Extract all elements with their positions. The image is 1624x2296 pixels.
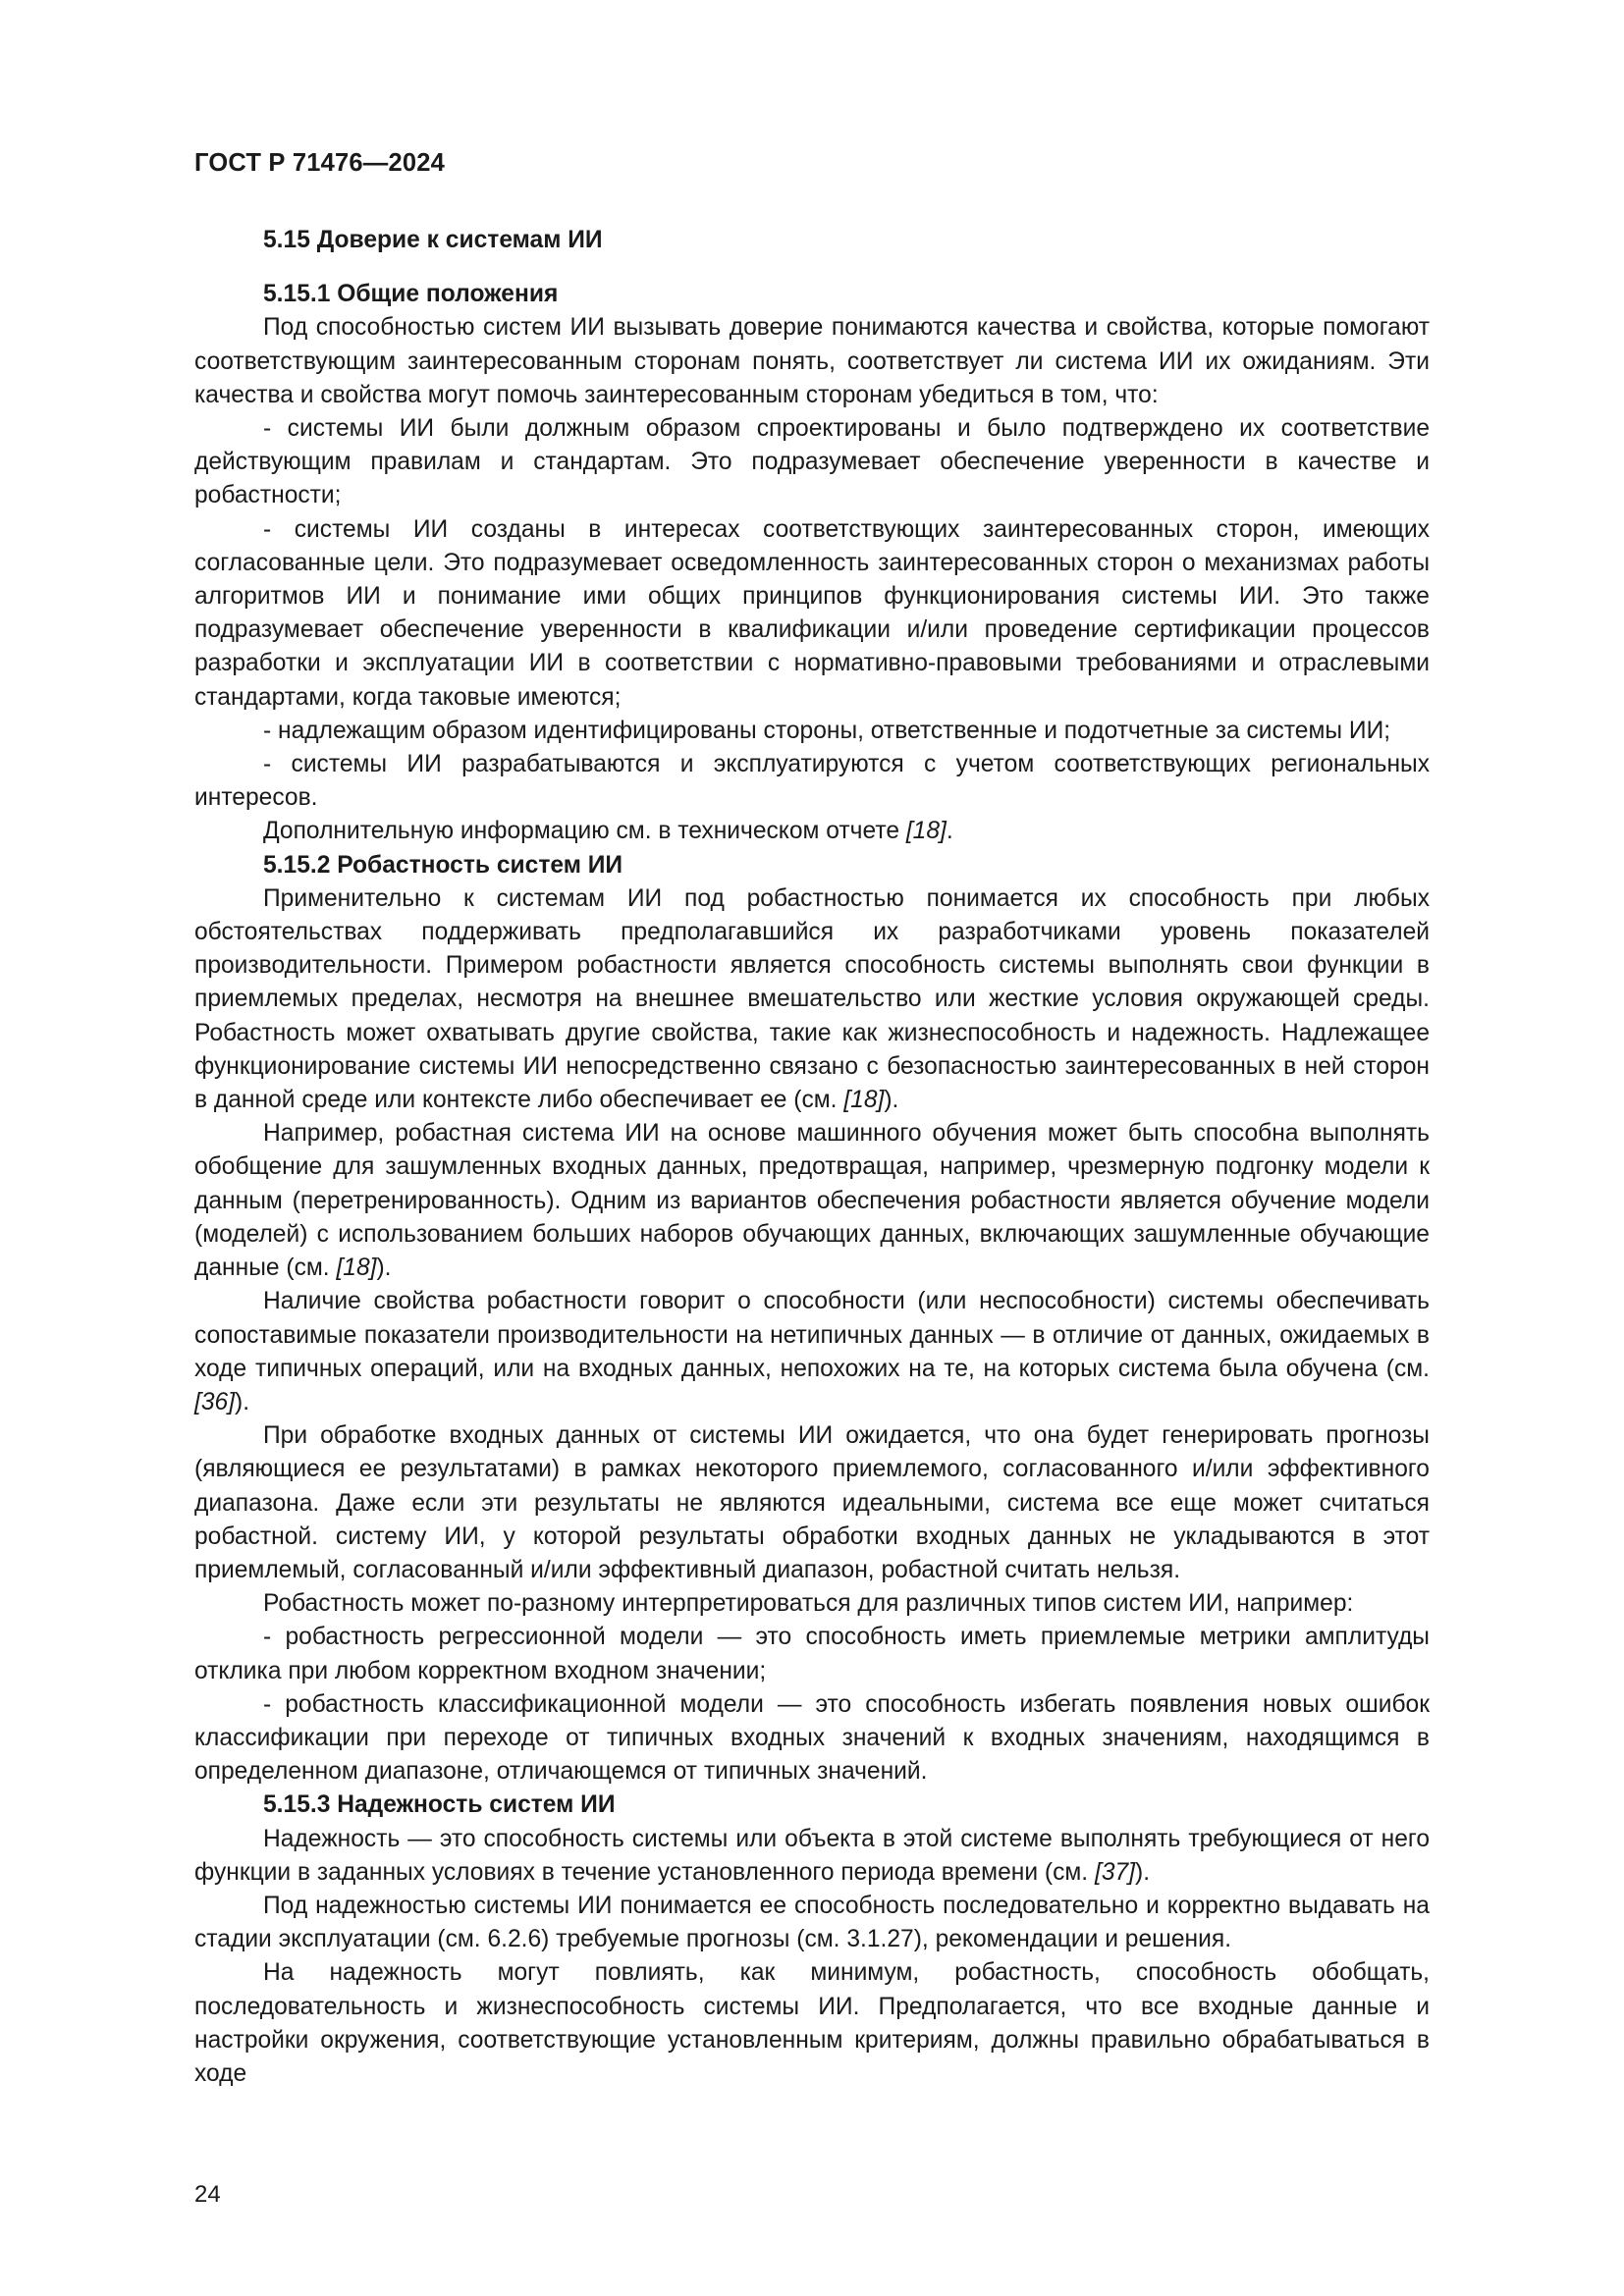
paragraph-text: Робастность может по-разному интерпретироваться для различных типов систем ИИ, например: [263,1590,1354,1618]
paragraph-punctuation: . [946,818,953,845]
citation-reference: [18] [336,1255,377,1282]
subsection-heading [194,849,1430,882]
paragraph-text: Дополнительную информацию см. в техническом отчете [263,818,906,845]
paragraph-text: - системы ИИ созданы в интересах соответствующих заинтересованных сторон, имеющих согласованные цели. Это подразумевает осведомленность заинтересованных сторон о механизмах работы алгоритмов ИИ и понимание ими общих принципов функционирования системы ИИ. Это также подразумевает обеспечение уверенности в квалификации и/или проведение сертификации процессов разработки и эксплуатации ИИ в соответствии с нормативно-правовыми требованиями и отраслевыми стандартами, когда таковые имеются; [194,515,1430,711]
citation-reference: [36] [194,1388,236,1415]
paragraph-punctuation: ). [235,1388,250,1415]
paragraph-text: При обработке входных данных от системы ИИ ожидается, что она будет генерировать прогнозы (являющиеся ее результатами) в рамках некоторого приемлемого, согласованного и/или эффективного диапазона. Даже если эти результаты не являются идеальными, система все еще может считаться робастной. систему ИИ, у которой результаты обработки входных данных не укладываются в этот приемлемый, согласованный и/или эффективный диапазон, робастной считать нельзя. [194,1422,1430,1583]
paragraph-punctuation: ). [376,1255,392,1282]
paragraph [194,1285,1430,1419]
paragraph [194,1688,1430,1789]
paragraph-text: Применительно к системам ИИ под робастностью понимается их способность при любых обстоятельствах поддерживать предполагавшийся их разработчиками уровень показателей производительности. Примером робастности является способность системы выполнять свои функции в приемлемых пределах, несмотря на внешнее вмешательство или жесткие условия окружающей среды. Робастность может охватывать другие свойства, такие как жизнеспособность и надежность. Надлежащее функционирование системы ИИ непосредственно связано с безопасностью заинтересованных в ней сторон в данной среде или контексте либо обеспечивает ее (см. [194,884,1430,1114]
paragraph [194,1823,1430,1890]
paragraph-text: - робастность регрессионной модели — это способность иметь приемлемые метрики амплитуды отклика при любом корректном входном значении; [194,1624,1430,1684]
paragraph-text: 5.15.3 Надежность систем ИИ [263,1791,616,1819]
paragraph [194,815,1430,848]
paragraph-text: Надежность — это способность системы или объекта в этой системе выполнять требующиеся от него функции в заданных условиях в течение установленного периода времени (см. [194,1825,1430,1886]
document-header: ГОСТ Р 71476—2024 [194,149,446,177]
paragraph [194,748,1430,815]
paragraph-text: На надежность могут повлиять, как минимум, робастность, способность обобщать, последовательность и жизнеспособность системы ИИ. Предполагается, что все входные данные и настройки окружения, соответствующие установленным критериям, должны правильно обрабатываться в ходе [194,1959,1430,2087]
paragraph [194,412,1430,513]
citation-reference: [37] [1094,1858,1136,1886]
paragraph [194,1890,1430,1956]
paragraph [194,1117,1430,1285]
paragraph [194,311,1430,412]
paragraph [194,882,1430,1117]
paragraph [194,1587,1430,1621]
paragraph [194,1956,1430,2091]
paragraph-text: 5.15.2 Робастность систем ИИ [263,851,623,879]
page-number: 24 [194,2181,221,2208]
paragraph [194,513,1430,715]
paragraph-punctuation: ). [884,1087,899,1114]
paragraph-text: - надлежащим образом идентифицированы стороны, ответственные и подотчетные за системы ИИ; [263,717,1391,744]
paragraph-text: 5.15.1 Общие положения [263,281,559,308]
citation-reference: [18] [905,818,947,845]
paragraph-text: Под надежностью системы ИИ понимается ее способность последовательно и корректно выдавать на стадии эксплуатации (см. 6.2.6) требуемые прогнозы (см. 3.1.27), рекомендации и решения. [194,1892,1430,1953]
paragraph-text: Например, робастная система ИИ на основе машинного обучения может быть способна выполнять обобщение для зашумленных входных данных, предотвращая, например, чрезмерную подгонку модели к данным (перетренированность). Одним из вариантов обеспечения робастности является обучение модели (моделей) с использованием больших наборов обучающих данных, включающих зашумленные обучающие данные (см. [194,1120,1430,1282]
paragraph [194,1419,1430,1587]
subsection-heading [194,1789,1430,1822]
paragraph-text: 5.15 Доверие к системам ИИ [263,227,603,253]
paragraph-text: - системы ИИ были должным образом спроектированы и было подтверждено их соответствие действующим правилам и стандартам. Это подразумевает обеспечение уверенности в качестве и робастности; [194,415,1430,509]
citation-reference: [18] [843,1087,885,1114]
subsection-heading [194,278,1430,311]
paragraph-text: Под способностью систем ИИ вызывать доверие понимаются качества и свойства, которые помогают соответствующим заинтересованным сторонам понять, соответствует ли система ИИ их ожиданиям. Эти качества и свойства могут помочь заинтересованным сторонам убедиться в том, что: [194,314,1430,408]
document-body [194,224,1430,2091]
paragraph-punctuation: ). [1135,1858,1151,1886]
section-heading [194,224,1430,257]
paragraph [194,715,1430,748]
paragraph-text: - системы ИИ разрабатываются и эксплуатируются с учетом соответствующих региональных интересов. [194,751,1430,812]
paragraph-text: - робастность классификационной модели — это способность избегать появления новых ошибок классификации при переходе от типичных входных значений к входных значениям, находящимся в определенном диапазоне, отличающемся от типичных значений. [194,1690,1430,1786]
paragraph-text: Наличие свойства робастности говорит о способности (или неспособности) системы обеспечивать сопоставимые показатели производительности на нетипичных данных — в отличие от данных, ожидаемых в ходе типичных операций, или на входных данных, непохожих на те, на которых система была обучена (см. [194,1288,1430,1382]
paragraph [194,1621,1430,1687]
